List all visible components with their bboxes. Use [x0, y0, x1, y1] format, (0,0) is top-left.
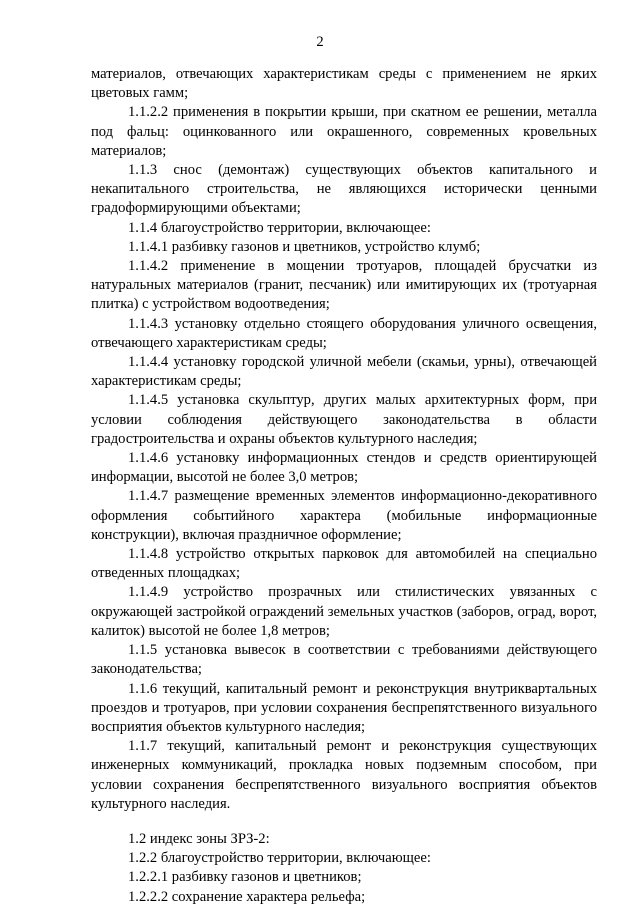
paragraph: 1.1.4.3 установку отдельно стоящего оборудования уличного освещения, отвечающего характеристикам среды;	[91, 315, 597, 351]
paragraph-spacer	[91, 814, 597, 830]
paragraph: 1.1.4.4 установку городской уличной мебели (скамьи, урны), отвечающей характеристикам среды;	[91, 354, 597, 390]
paragraph: 1.1.2.2 применения в покрытии крыши, при скатном ее решении, металла под фальц: оцинкованного или окрашенного, современных кровельных материалов;	[91, 104, 597, 159]
paragraph: 1.1.6 текущий, капитальный ремонт и реконструкция внутриквартальных проездов и тротуаров, при условии сохранения беспрепятственного визуального восприятия объектов культурного наследия;	[91, 680, 597, 735]
paragraph: 1.1.7 текущий, капитальный ремонт и реконструкция существующих инженерных коммуникаций, прокладка новых подземным способом, при условии сохранения беспрепятственного визуального восприятия объектов культурного наследия.	[91, 738, 597, 812]
paragraph: 1.2.2.2 сохранение характера рельефа;	[128, 888, 366, 905]
paragraph: 1.1.4.1 разбивку газонов и цветников, устройство клумб;	[128, 238, 481, 255]
paragraph: 1.1.4 благоустройство территории, включающее:	[128, 219, 431, 236]
paragraph: 1.1.4.7 размещение временных элементов информационно-декоративного оформления событийного характера (мобильные информационные конструкции), включая праздничное оформление;	[91, 488, 597, 543]
paragraph: 1.1.3 снос (демонтаж) существующих объектов капитального и некапитального строительства, не являющихся исторически ценными градоформирующими объектами;	[91, 162, 597, 217]
page-number: 2	[316, 34, 324, 50]
paragraph: 1.2.2 благоустройство территории, включающее:	[128, 850, 431, 867]
zone-heading: 1.2 индекс зоны ЗРЗ-2:	[128, 830, 270, 847]
paragraph: 1.1.4.9 устройство прозрачных или стилистических увязанных с окружающей застройкой ограждений земельных участков (заборов, оград, ворот, калиток) высотой не более 1,8 метров;	[91, 584, 597, 639]
paragraph: 1.1.5 установка вывесок в соответствии с требованиями действующего законодательства;	[91, 642, 597, 678]
document-body	[91, 65, 597, 907]
paragraph: 1.1.4.8 устройство открытых парковок для автомобилей на специально отведенных площадках;	[91, 546, 597, 582]
paragraph: 1.1.4.2 применение в мощении тротуаров, площадей брусчатки из натуральных материалов (гранит, песчаник) или имитирующих их (тротуарная плитка) с устройством водоотведения;	[91, 258, 597, 313]
paragraph: 1.2.2.1 разбивку газонов и цветников;	[128, 869, 362, 886]
paragraph: 1.1.4.6 установку информационных стендов и средств ориентирующей информации, высотой не более 3,0 метров;	[91, 450, 597, 486]
paragraph: 1.1.4.5 установка скульптур, других малых архитектурных форм, при условии соблюдения действующего законодательства в области градостроительства и охраны объектов культурного наследия;	[91, 392, 597, 447]
paragraph: материалов, отвечающих характеристикам среды с применением не ярких цветовых гамм;	[91, 66, 597, 102]
